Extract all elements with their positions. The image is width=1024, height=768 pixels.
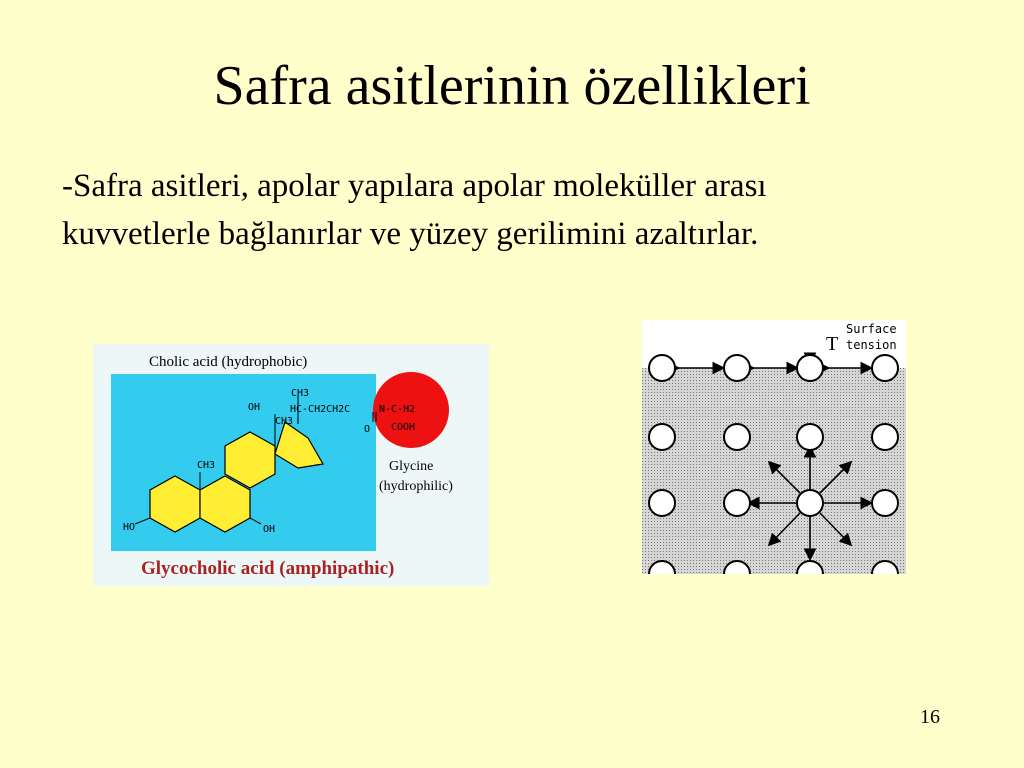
paragraph-line-2: kuvvetlerle bağlanırlar ve yüzey gerilimini azaltırlar. [62, 216, 759, 252]
label-cooh: COOH [391, 422, 416, 433]
surface-tension-figure [642, 320, 906, 574]
molecule [797, 424, 823, 450]
label-oh-bottom: OH [263, 524, 276, 535]
cholic-acid-heading: Cholic acid (hydrophobic) [149, 354, 308, 370]
molecule [797, 490, 823, 516]
molecule [872, 490, 898, 516]
molecule [649, 355, 675, 381]
label-o: O [364, 424, 371, 435]
molecule [872, 355, 898, 381]
molecule [797, 355, 823, 381]
label-ch3-mid: CH3 [275, 416, 294, 427]
label-ch3-left: CH3 [197, 460, 216, 471]
slide-paragraph [62, 162, 982, 258]
molecule [872, 424, 898, 450]
label-ch3-top: CH3 [291, 388, 310, 399]
molecule [724, 490, 750, 516]
glycocholic-acid-figure [93, 344, 489, 586]
molecule [649, 424, 675, 450]
label-oh-top: OH [248, 402, 261, 413]
surface-label: Surface [846, 322, 897, 336]
label-side-chain: HC-CH2CH2C [290, 404, 351, 415]
t-label: T [826, 333, 839, 355]
glycine-type: (hydrophilic) [379, 479, 453, 494]
glycine-name: Glycine [389, 459, 434, 474]
paragraph-line-1: -Safra asitleri, apolar yapılara apolar moleküller arası [62, 168, 767, 204]
slide-title: Safra asitlerinin özellikleri [213, 55, 811, 117]
page-number: 16 [920, 706, 940, 728]
liquid-region [642, 368, 906, 574]
tension-label: tension [846, 338, 897, 352]
label-n-ch2: N-C-H2 [379, 404, 416, 415]
molecule [649, 490, 675, 516]
molecule [724, 355, 750, 381]
molecule [724, 424, 750, 450]
glycocholic-caption: Glycocholic acid (amphipathic) [141, 558, 395, 579]
label-ho: HO [123, 522, 136, 533]
